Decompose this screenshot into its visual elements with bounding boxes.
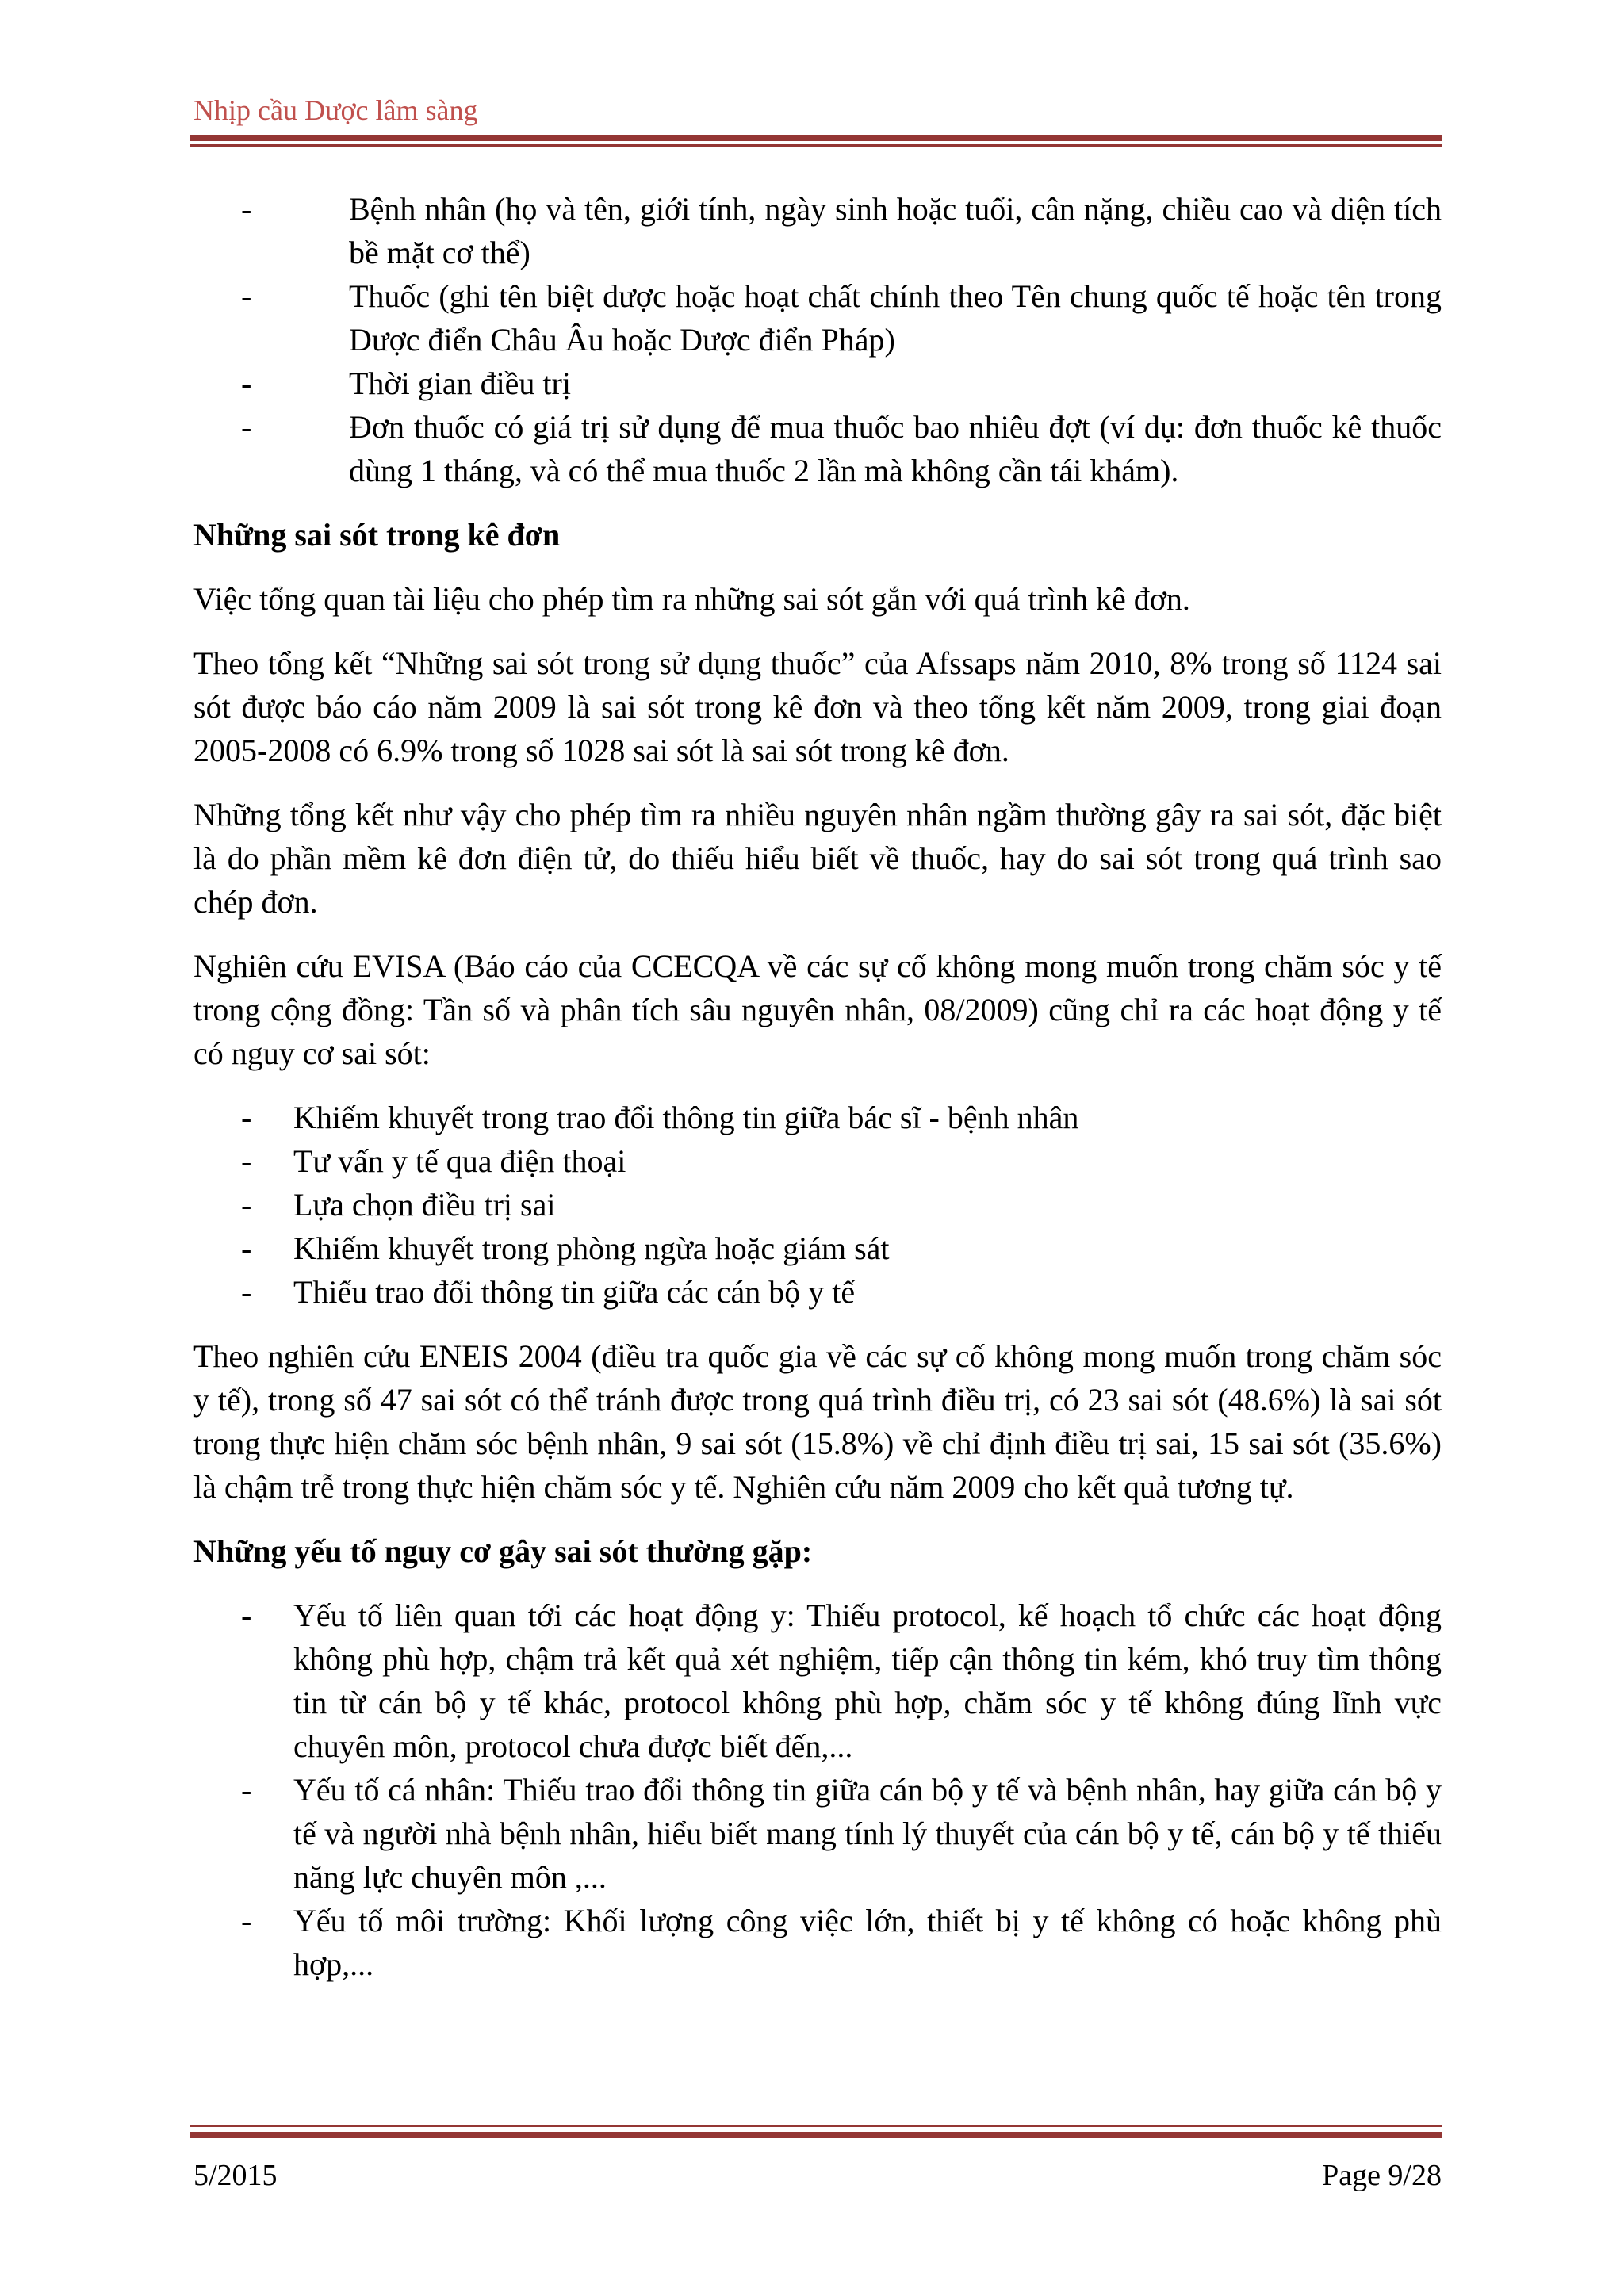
page-body: [193, 187, 1442, 2007]
list-item: - Lựa chọn điều trị sai: [293, 1183, 1442, 1226]
header-rule-thin: [190, 144, 1442, 147]
list-item: - Bệnh nhân (họ và tên, giới tính, ngày sinh hoặc tuổi, cân nặng, chiều cao và diện tích bề mặt cơ thể): [349, 187, 1442, 274]
footer-rule-thick: [190, 2132, 1442, 2138]
footer-date: 5/2015: [193, 2159, 278, 2192]
risk-activities-list: [193, 1096, 1442, 1314]
list-item: - Khiếm khuyết trong phòng ngừa hoặc giám sát: [293, 1226, 1442, 1270]
header-rule-thick: [190, 135, 1442, 141]
list-item: - Tư vấn y tế qua điện thoại: [293, 1139, 1442, 1183]
section-heading: Những sai sót trong kê đơn: [193, 517, 561, 553]
paragraph: Nghiên cứu EVISA (Báo cáo của CCECQA về các sự cố không mong muốn trong chăm sóc y tế trong cộng đồng: Tần số và phân tích sâu nguyên nhân, 08/2009) cũng chỉ ra các hoạt động y tế có nguy cơ sai sót:: [193, 948, 1442, 1071]
footer-rule-thin: [190, 2125, 1442, 2127]
section-heading: Những yếu tố nguy cơ gây sai sót thường gặp:: [193, 1533, 813, 1569]
list-item: - Khiếm khuyết trong trao đổi thông tin giữa bác sĩ - bệnh nhân: [293, 1096, 1442, 1139]
risk-factors-list: [193, 1594, 1442, 1986]
list-item: - Thiếu trao đổi thông tin giữa các cán bộ y tế: [293, 1270, 1442, 1314]
list-item: - Yếu tố liên quan tới các hoạt động y: Thiếu protocol, kế hoạch tổ chức các hoạt động không phù hợp, chậm trả kết quả xét nghiệm, tiếp cận thông tin kém, khó truy tìm thông tin từ cán bộ y tế khác, protocol không phù hợp, chăm sóc y tế không đúng lĩnh vực chuyên môn, protocol chưa được biết đến,...: [293, 1594, 1442, 1768]
paragraph: Việc tổng quan tài liệu cho phép tìm ra những sai sót gắn với quá trình kê đơn.: [193, 581, 1190, 617]
list-item: - Thời gian điều trị: [349, 362, 1442, 405]
paragraph: Theo nghiên cứu ENEIS 2004 (điều tra quốc gia về các sự cố không mong muốn trong chăm sóc y tế), trong số 47 sai sót có thể tránh được trong quá trình điều trị, có 23 sai sót (48.6%) là sai sót trong thực hiện chăm sóc bệnh nhân, 9 sai sót (15.8%) về chỉ định điều trị sai, 15 sai sót (35.6%) là chậm trễ trong thực hiện chăm sóc y tế. Nghiên cứu năm 2009 cho kết quả tương tự.: [193, 1338, 1442, 1505]
paragraph: Những tổng kết như vậy cho phép tìm ra nhiều nguyên nhân ngầm thường gây ra sai sót, đặc biệt là do phần mềm kê đơn điện tử, do thiếu hiểu biết về thuốc, hay do sai sót trong quá trình sao chép đơn.: [193, 797, 1442, 920]
list-item: - Thuốc (ghi tên biệt dược hoặc hoạt chất chính theo Tên chung quốc tế hoặc tên trong Dược điển Châu Âu hoặc Dược điển Pháp): [349, 274, 1442, 362]
list-item: - Yếu tố cá nhân: Thiếu trao đổi thông tin giữa cán bộ y tế và bệnh nhân, hay giữa cán bộ y tế và người nhà bệnh nhân, hiểu biết mang tính lý thuyết của cán bộ y tế, cán bộ y tế thiếu năng lực chuyên môn ,...: [293, 1768, 1442, 1899]
paragraph: Theo tổng kết “Những sai sót trong sử dụng thuốc” của Afssaps năm 2010, 8% trong số 1124 sai sót được báo cáo năm 2009 là sai sót trong kê đơn và theo tổng kết năm 2009, trong giai đoạn 2005-2008 có 6.9% trong số 1028 sai sót là sai sót trong kê đơn.: [193, 645, 1442, 768]
list-item: - Yếu tố môi trường: Khối lượng công việc lớn, thiết bị y tế không có hoặc không phù hợp,...: [293, 1899, 1442, 1986]
running-header-title: Nhịp cầu Dược lâm sàng: [193, 94, 478, 126]
list-item: - Đơn thuốc có giá trị sử dụng để mua thuốc bao nhiêu đợt (ví dụ: đơn thuốc kê thuốc dùng 1 tháng, và có thể mua thuốc 2 lần mà không cần tái khám).: [349, 405, 1442, 492]
prescription-info-list: [193, 187, 1442, 492]
footer-page-number: Page 9/28: [1322, 2159, 1442, 2192]
